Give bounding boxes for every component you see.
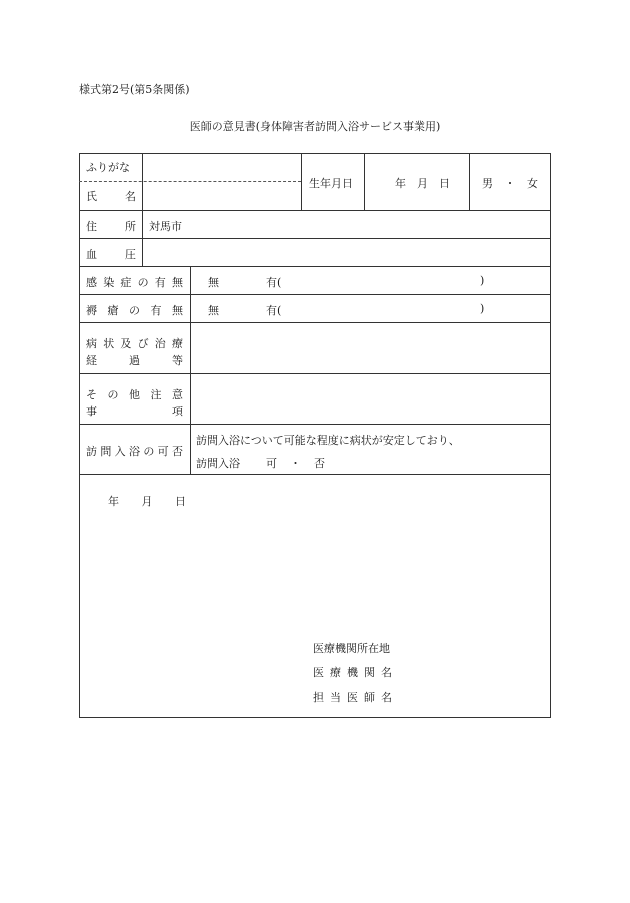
infection-label: 感 染 症 の 有 無 [86, 276, 183, 289]
facility-address-label: 医療機関所在地 [313, 642, 390, 655]
birth-date-label: 生年月日 [309, 177, 353, 190]
bedsore-none-option: 無 [208, 304, 219, 317]
column-divider [469, 153, 470, 210]
row-divider [79, 373, 551, 374]
infection-present-close: ) [480, 274, 485, 287]
bath-dot: ・ [290, 457, 301, 470]
birth-date-field: 年 月 日 [395, 177, 450, 190]
column-divider [142, 153, 143, 266]
bedsore-present-option: 有( [266, 304, 282, 317]
doctor-name-label: 担 当 医 師 名 [313, 691, 392, 704]
column-divider [301, 153, 302, 210]
row-divider [79, 266, 551, 267]
furigana-dashed-divider [79, 181, 301, 182]
bath-no-option: 否 [314, 457, 325, 470]
other-notes-label-line2: 事 項 [86, 405, 183, 418]
facility-name-label: 医 療 機 関 名 [313, 666, 392, 679]
bath-possibility-label: 訪 問 入 浴 の 可 否 [86, 445, 183, 458]
column-divider [190, 266, 191, 474]
address-value: 対馬市 [149, 220, 182, 233]
bedsore-present-close: ) [480, 302, 485, 315]
infection-present-option: 有( [266, 276, 282, 289]
row-divider [79, 424, 551, 425]
signature-date: 年 月 日 [108, 495, 186, 508]
bath-yes-option: 可 [266, 457, 277, 470]
other-notes-label-line1: そ の 他 注 意 [86, 388, 183, 401]
symptoms-label-line2: 経 過 等 [86, 354, 183, 367]
column-divider [364, 153, 365, 210]
blood-pressure-label: 血 圧 [86, 248, 136, 261]
bath-statement: 訪問入浴について可能な程度に病状が安定しており、 [196, 434, 460, 447]
infection-none-option: 無 [208, 276, 219, 289]
name-label: 氏 名 [86, 190, 136, 203]
symptoms-label-line1: 病 状 及 び 治 療 [86, 337, 183, 350]
bath-prefix: 訪問入浴 [196, 457, 240, 470]
row-divider [79, 294, 551, 295]
bedsore-label: 褥 瘡 の 有 無 [86, 304, 183, 317]
address-label: 住 所 [86, 220, 136, 233]
form-number: 様式第2号(第5条関係) [79, 83, 190, 96]
row-divider [79, 238, 551, 239]
document-title: 医師の意見書(身体障害者訪問入浴サービス事業用) [189, 120, 441, 133]
row-divider [79, 474, 551, 475]
row-divider [79, 210, 551, 211]
furigana-label: ふりがな [86, 161, 130, 174]
sex-field: 男 ・ 女 [482, 177, 538, 190]
row-divider [79, 322, 551, 323]
